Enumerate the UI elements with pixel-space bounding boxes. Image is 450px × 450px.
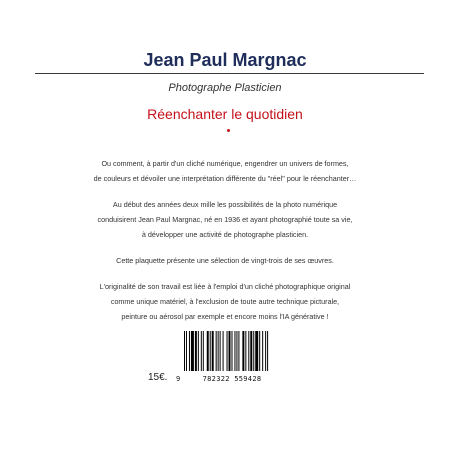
barcode-bar xyxy=(250,331,252,371)
barcode-bar xyxy=(262,331,263,371)
description-text xyxy=(0,156,450,335)
barcode-bar xyxy=(216,331,217,371)
barcode-bar xyxy=(231,331,232,371)
description-line: Cette plaquette présente une sélection de vingt-trois de ses œuvres. xyxy=(116,256,334,265)
barcode-bars xyxy=(184,331,278,371)
barcode-bar xyxy=(201,331,202,371)
barcode-bar xyxy=(234,331,235,371)
isbn-lead-digit: 9 xyxy=(176,375,181,383)
header-divider xyxy=(35,73,424,74)
description-line: de couleurs et dévoiler une interprétation différente du "réel" pour le réenchanter… xyxy=(93,174,357,183)
barcode-bar xyxy=(236,331,237,371)
description-line: conduisirent Jean Paul Margnac, né en 1936 et ayant photographié toute sa vie, xyxy=(97,215,353,224)
barcode-bar xyxy=(227,331,228,371)
barcode-bar xyxy=(189,331,190,371)
barcode-bar xyxy=(195,331,197,371)
description-line: L'originalité de son travail est liée à l'emploi d'un cliché photographique original xyxy=(99,282,351,291)
description-paragraph-1 xyxy=(0,156,450,186)
description-line: peinture ou aérosol par exemple et encore moins l'IA générative ! xyxy=(121,312,329,321)
description-paragraph-4 xyxy=(0,279,450,324)
barcode-bar xyxy=(238,331,239,371)
barcode-bar xyxy=(184,331,185,371)
barcode-bar xyxy=(267,331,268,371)
description-line: à développer une activité de photographe plasticien. xyxy=(141,230,309,239)
barcode-bar xyxy=(210,331,211,371)
description-paragraph-3 xyxy=(0,253,450,268)
author-name: Jean Paul Margnac xyxy=(143,50,307,70)
barcode-bar xyxy=(253,331,254,371)
barcode-bar xyxy=(248,331,249,371)
barcode-bar xyxy=(245,331,246,371)
isbn-digits: 782322 559428 xyxy=(202,375,262,383)
barcode-bar xyxy=(191,331,194,371)
book-title: Réenchanter le quotidien xyxy=(147,106,303,122)
barcode-bar xyxy=(265,331,266,371)
barcode-bar xyxy=(220,331,221,371)
author-subtitle: Photographe Plasticien xyxy=(168,82,282,94)
barcode-bar xyxy=(223,331,224,371)
description-paragraph-2 xyxy=(0,197,450,242)
barcode-bar xyxy=(212,331,214,371)
barcode-bar xyxy=(229,331,231,371)
isbn-barcode xyxy=(176,327,286,387)
barcode-bar xyxy=(207,331,209,371)
description-line: comme unique matériel, à l'exclusion de toute autre technique picturale, xyxy=(110,297,340,306)
barcode-bar xyxy=(203,331,204,371)
barcode-bar xyxy=(255,331,258,371)
description-line: Ou comment, à partir d'un cliché numérique, engendrer un univers de formes, xyxy=(101,159,349,168)
title-dot-ornament xyxy=(227,129,230,132)
description-line: Au début des années deux mille les possibilités de la photo numérique xyxy=(112,200,338,209)
barcode-bar xyxy=(242,331,244,371)
barcode-bar xyxy=(198,331,199,371)
barcode-bar xyxy=(259,331,260,371)
barcode-bar xyxy=(186,331,187,371)
price-label: 15€. xyxy=(148,372,168,383)
barcode-bar xyxy=(218,331,219,371)
